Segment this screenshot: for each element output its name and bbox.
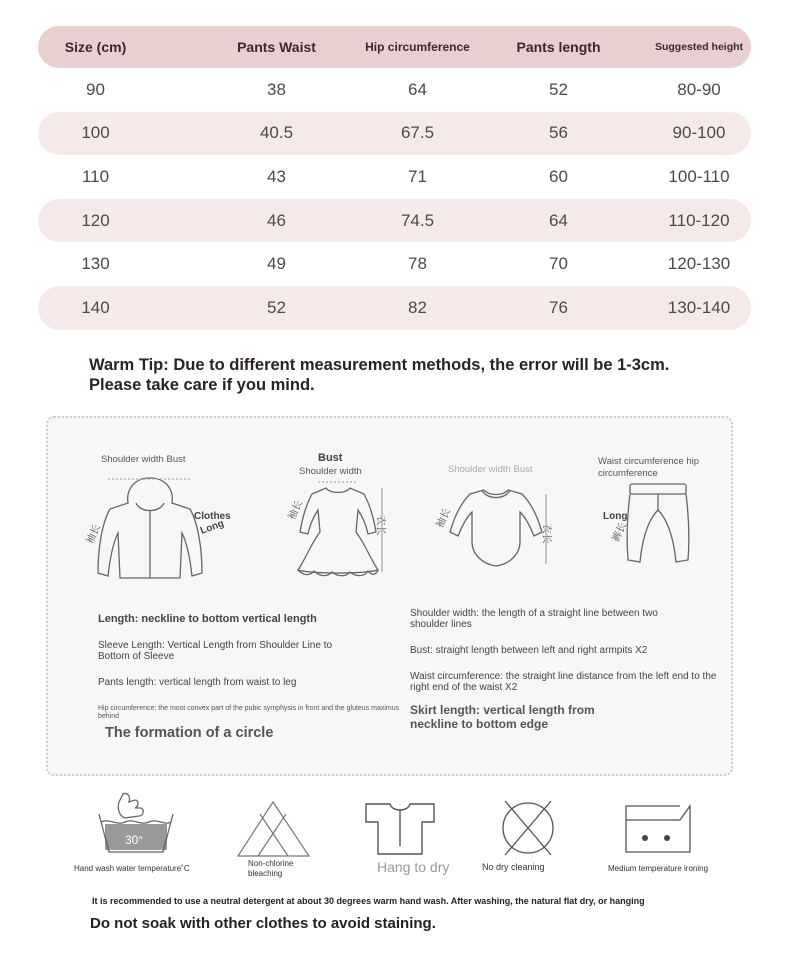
header-pants-waist: Pants Waist	[237, 39, 316, 55]
header-hip: Hip circumference	[365, 40, 470, 54]
size-table	[38, 26, 751, 330]
cell-pants-length: 60	[549, 166, 568, 186]
hang-label: Hang to dry	[377, 859, 450, 875]
cell-hip: 82	[408, 297, 427, 317]
hoodie-top-label: Shoulder width Bust	[101, 454, 186, 465]
table-row	[38, 242, 751, 286]
dress-length-label: 衣长	[374, 515, 386, 536]
hoodie-icon	[88, 473, 213, 583]
hoodie-sleeve-label: 袖长	[84, 522, 104, 546]
def-shoulder: Shoulder width: the length of a straight line between two shoulder lines	[410, 608, 658, 630]
cell-size: 120	[81, 210, 110, 230]
table-row	[38, 68, 751, 112]
cell-height: 120-130	[667, 254, 731, 274]
cell-height: 100-110	[668, 166, 730, 186]
def-waist: Waist circumference: the straight line distance from the left end to the right end of the waist X2	[410, 671, 717, 693]
cell-pants-waist: 43	[267, 166, 286, 186]
def-length: Length: neckline to bottom vertical length	[98, 613, 317, 625]
cell-pants-length: 70	[549, 254, 568, 274]
cell-size: 140	[81, 297, 110, 317]
romper-length-label: 衣长	[540, 523, 552, 544]
care-note-line2: Do not soak with other clothes to avoid staining.	[90, 915, 436, 932]
warm-tip-line1: Warm Tip: Due to different measurement methods, the error will be 1-3cm.	[89, 356, 670, 374]
pants-length-label: 裤长	[610, 520, 630, 544]
def-bust: Bust: straight length between left and right armpits X2	[410, 645, 648, 656]
def-skirt: Skirt length: vertical length from neckline to bottom edge	[410, 703, 595, 731]
cell-hip: 74.5	[400, 210, 435, 230]
cell-size: 110	[81, 166, 110, 186]
dress-shoulder-label: Shoulder width	[299, 466, 362, 477]
care-note-line1: It is recommended to use a neutral detergent at about 30 degrees warm hand wash. After washing, the natural flat dry, or hanging	[92, 896, 645, 906]
iron-icon	[624, 804, 692, 854]
warm-tip-line2: Please take care if you mind.	[89, 376, 315, 394]
measurement-guide-panel	[46, 416, 733, 776]
cell-hip: 64	[408, 79, 427, 99]
header-size: Size (cm)	[64, 39, 127, 55]
warm-tip	[89, 355, 729, 395]
iron-label: Medium temperature ironing	[608, 864, 709, 873]
cell-pants-length: 52	[549, 79, 568, 99]
hoodie-side-label-1: Clothes	[194, 511, 231, 522]
table-row	[38, 155, 751, 199]
cell-height: 130-140	[667, 297, 731, 317]
cell-pants-length: 56	[549, 123, 568, 143]
cell-hip: 67.5	[400, 123, 435, 143]
hang-dry-icon	[364, 802, 436, 856]
pants-top-label: Waist circumference hip circumference	[598, 456, 700, 479]
cell-height: 90-100	[672, 123, 726, 143]
cell-pants-waist: 46	[267, 210, 286, 230]
cell-pants-length: 64	[549, 210, 568, 230]
bleach-label: Non-chlorine bleaching	[248, 859, 294, 878]
table-row	[38, 286, 751, 330]
def-hip: Hip circumference: the most convex part of the pubic symphysis in front and the gluteus maximus behind	[98, 705, 400, 720]
wash-label: Hand wash water temperature˚C	[74, 864, 190, 873]
wash-temp: 30°	[125, 833, 144, 847]
cell-size: 100	[81, 123, 110, 143]
table-row	[38, 199, 751, 243]
bleach-icon	[236, 800, 311, 858]
cell-pants-waist: 40.5	[259, 123, 294, 143]
cell-hip: 71	[408, 166, 427, 186]
romper-icon	[446, 484, 551, 574]
pants-icon	[618, 480, 698, 570]
cell-size: 130	[81, 254, 110, 274]
header-suggested-height: Suggested height	[654, 41, 744, 53]
cell-pants-waist: 49	[267, 254, 286, 274]
cell-height: 80-90	[677, 79, 721, 99]
cell-size: 90	[86, 79, 105, 99]
romper-sleeve-label: 袖长	[434, 506, 454, 530]
cell-pants-waist: 38	[267, 79, 286, 99]
def-sleeve: Sleeve Length: Vertical Length from Shoulder Line to Bottom of Sleeve	[98, 640, 333, 662]
def-pants-length: Pants length: vertical length from waist to leg	[98, 677, 297, 688]
def-circle: The formation of a circle	[105, 725, 274, 741]
dress-bust-label: Bust	[318, 452, 343, 464]
dress-icon	[288, 480, 388, 580]
pants-long-label: Long	[603, 511, 628, 522]
romper-top-label: Shoulder width Bust	[448, 464, 533, 475]
cell-pants-waist: 52	[267, 297, 286, 317]
no-dry-clean-icon	[499, 796, 557, 858]
dress-sleeve-label: 袖长	[286, 498, 306, 522]
cell-height: 110-120	[668, 210, 730, 230]
hoodie-side-label-2: Long	[198, 518, 226, 537]
cell-pants-length: 76	[549, 297, 568, 317]
cell-hip: 78	[408, 254, 427, 274]
table-row	[38, 112, 751, 156]
care-instructions	[0, 790, 790, 890]
dry-clean-label: No dry cleaning	[482, 862, 545, 872]
table-header-row	[38, 26, 751, 68]
header-pants-length: Pants length	[516, 39, 601, 55]
